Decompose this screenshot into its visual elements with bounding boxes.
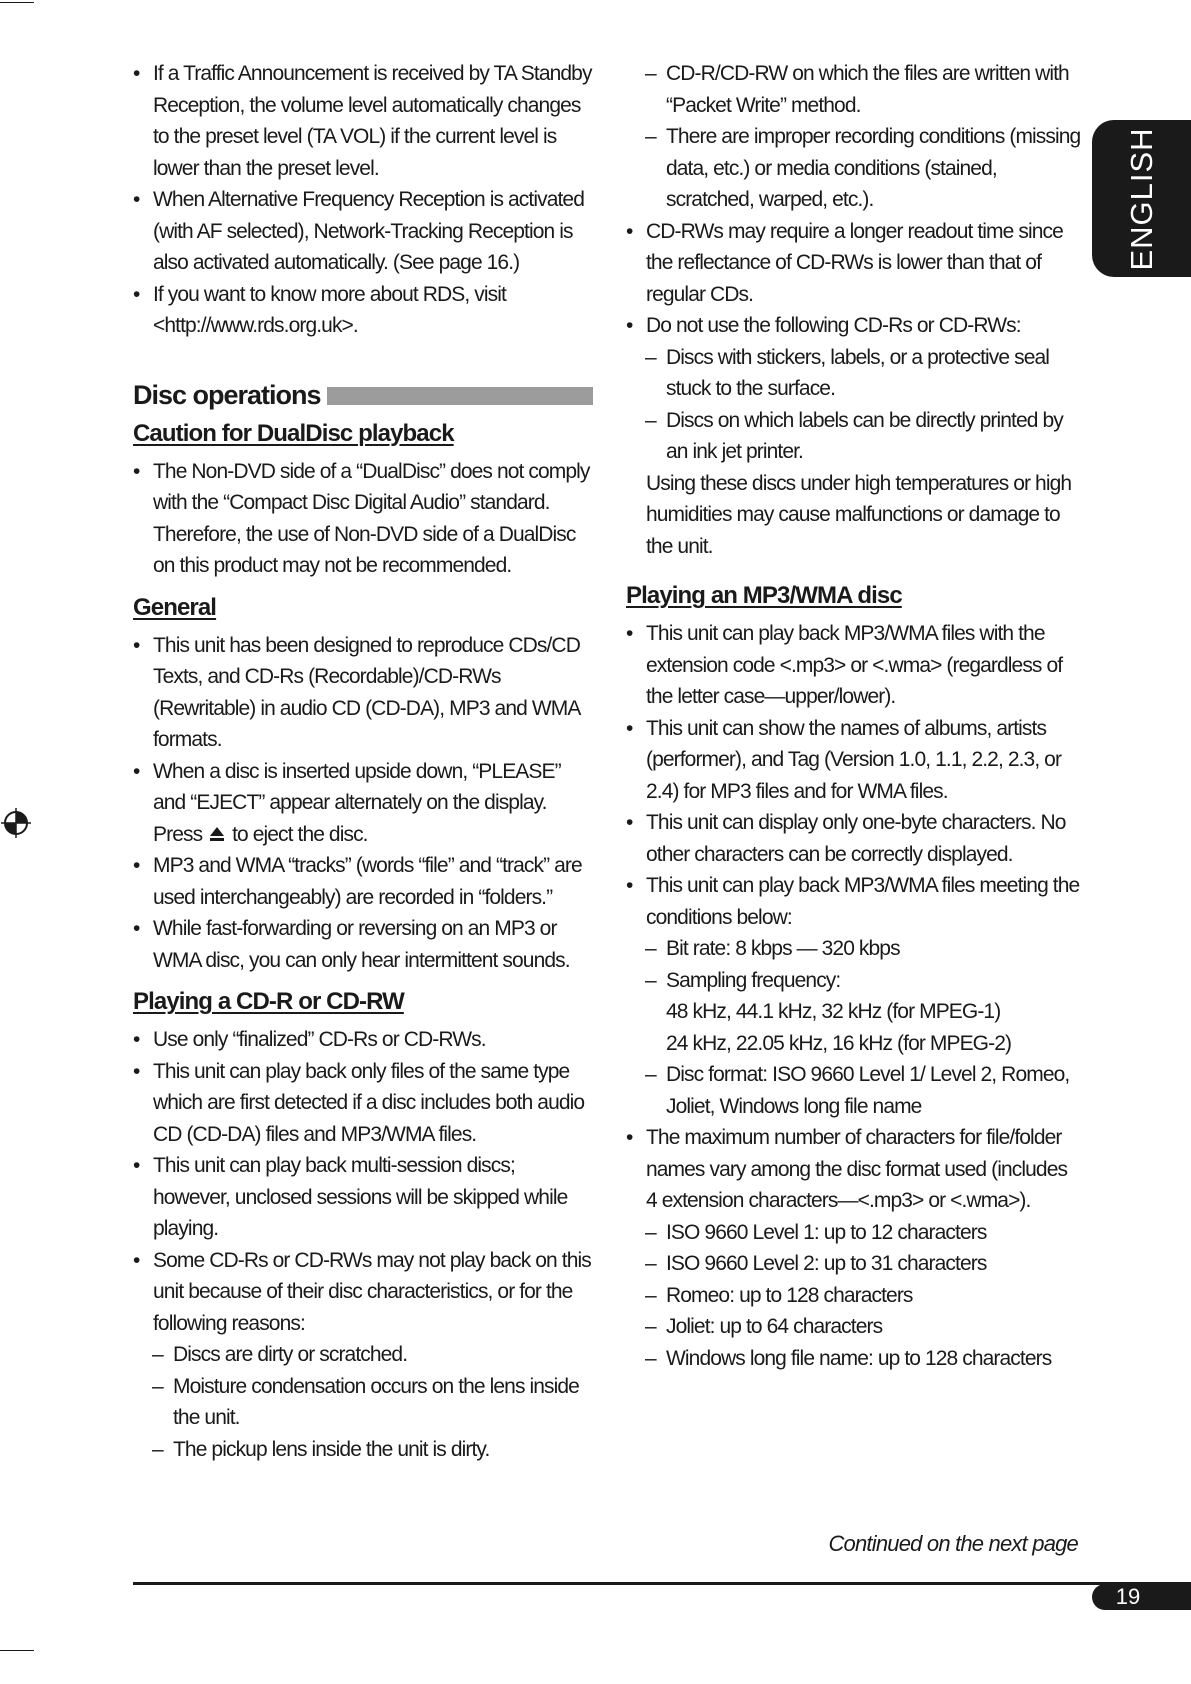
language-tab — [1092, 120, 1191, 277]
list-item-text: to eject the disc. — [232, 822, 368, 846]
sub-list-item: – Disc format: ISO 9660 Level 1/ Level 2, Romeo, Joliet, Windows long file name — [626, 1059, 1081, 1122]
sub-list-item: – Windows long file name: up to 128 characters — [626, 1343, 1081, 1375]
footer-rule — [133, 1582, 1191, 1585]
list-item: • The Non-DVD side of a “DualDisc” does not comply with the “Compact Disc Digital Audio” standard. Therefore, the use of Non-DVD side of a DualDisc on this product may not be recommended. — [133, 456, 593, 582]
sub-list-item: – CD-R/CD-RW on which the files are written with “Packet Write” method. — [626, 58, 1081, 121]
list-item: • This unit can play back MP3/WMA files with the extension code <.mp3> or <.wma> (regardless of the letter case—upper/lower). — [626, 618, 1081, 713]
crop-mark-top — [0, 2, 34, 3]
sub-list-continuation: 48 kHz, 44.1 kHz, 32 kHz (for MPEG-1) — [666, 1000, 1001, 1023]
crop-mark-bottom — [0, 1650, 34, 1651]
sub-list-item: – ISO 9660 Level 2: up to 31 characters — [626, 1248, 1081, 1280]
list-item: • This unit can play back multi-session discs; however, unclosed sessions will be skipped while playing. — [133, 1150, 593, 1245]
list-item: • Use only “finalized” CD-Rs or CD-RWs. — [133, 1024, 593, 1056]
sub-list-item: – Discs on which labels can be directly printed by an ink jet printer. — [626, 405, 1081, 468]
sub-list-item: – Discs with stickers, labels, or a protective seal stuck to the surface. — [626, 342, 1081, 405]
section-bar — [327, 387, 593, 405]
list-item: • While fast-forwarding or reversing on an MP3 or WMA disc, you can only hear intermittent sounds. — [133, 913, 593, 976]
left-column — [133, 58, 593, 1465]
list-item: • MP3 and WMA “tracks” (words “file” and “track” are used interchangeably) are recorded in “folders.” — [133, 850, 593, 913]
sub-list-item: – Moisture condensation occurs on the lens inside the unit. — [133, 1371, 593, 1434]
list-item: • This unit can show the names of albums, artists (performer), and Tag (Version 1.0, 1.1, 2.2, 2.3, or 2.4) for MP3 files and for WMA files. — [626, 713, 1081, 808]
sub-list-item: – ISO 9660 Level 1: up to 12 characters — [626, 1217, 1081, 1249]
continued-note: Continued on the next page — [828, 1531, 1078, 1556]
page-number-tab — [1092, 1584, 1191, 1610]
subheading-dualdisc: Caution for DualDisc playback — [133, 419, 454, 447]
rds-note: • When Alternative Frequency Reception is activated (with AF selected), Network-Tracking Reception is also activated automatically. (See page 16.) — [133, 184, 593, 279]
list-item: • This unit has been designed to reproduce CDs/CD Texts, and CD-Rs (Recordable)/CD-RWs (Rewritable) in audio CD (CD-DA), MP3 and WMA formats. — [133, 630, 593, 756]
page-number: 19 — [1115, 1584, 1141, 1609]
list-item: • Do not use the following CD-Rs or CD-RWs: — [626, 310, 1081, 342]
right-column — [626, 58, 1081, 1374]
sub-list-item: – Discs are dirty or scratched. — [133, 1339, 593, 1371]
list-item: • This unit can display only one-byte characters. No other characters can be correctly displayed. — [626, 807, 1081, 870]
subheading-mp3: Playing an MP3/WMA disc — [626, 582, 902, 609]
sub-list-item: – Joliet: up to 64 characters — [626, 1311, 1081, 1343]
list-item: • Some CD-Rs or CD-RWs may not play back on this unit because of their disc characteristics, or for the following reasons: — [133, 1245, 593, 1340]
subheading-general: General — [133, 593, 217, 621]
section-title: Disc operations — [133, 379, 321, 410]
list-item-text: When a disc is inserted upside down, “PLEASE” and “EJECT” appear alternately on the display. Press — [153, 759, 561, 846]
sub-list-continuation: 24 kHz, 22.05 kHz, 16 kHz (for MPEG-2) — [666, 1031, 1012, 1055]
list-item: • CD-RWs may require a longer readout time since the reflectance of CD-RWs is lower than that of regular CDs. — [626, 216, 1081, 311]
rds-note: • If a Traffic Announcement is received by TA Standby Reception, the volume level automatically changes to the preset level (TA VOL) if the current level is lower than the preset level. — [133, 58, 593, 184]
section-heading — [133, 378, 593, 412]
sub-list-item: – Sampling frequency: — [626, 965, 1081, 997]
subheading-cdr: Playing a CD-R or CD-RW — [133, 988, 404, 1015]
language-label: ENGLISH — [1123, 126, 1159, 271]
list-item: • This unit can play back MP3/WMA files meeting the conditions below: — [626, 870, 1081, 933]
list-item — [133, 756, 593, 851]
note-text: Using these discs under high temperatures or high humidities may cause malfunctions or damage to the unit. — [646, 471, 1072, 558]
registration-mark-icon — [1, 808, 31, 838]
list-item: • This unit can play back only files of the same type which are first detected if a disc includes both audio CD (CD-DA) files and MP3/WMA files. — [133, 1056, 593, 1151]
sub-list-item: – The pickup lens inside the unit is dirty. — [133, 1434, 593, 1466]
sub-list-item: – Bit rate: 8 kbps — 320 kbps — [626, 933, 1081, 965]
eject-icon — [209, 826, 225, 842]
sub-list-item: – Romeo: up to 128 characters — [626, 1280, 1081, 1312]
rds-note: • If you want to know more about RDS, visit <http://www.rds.org.uk>. — [133, 279, 593, 342]
list-item: • The maximum number of characters for file/folder names vary among the disc format used (includes 4 extension characters—<.mp3> or <.wma>). — [626, 1122, 1081, 1217]
sub-list-item: – There are improper recording conditions (missing data, etc.) or media conditions (stained, scratched, warped, etc.). — [626, 121, 1081, 216]
